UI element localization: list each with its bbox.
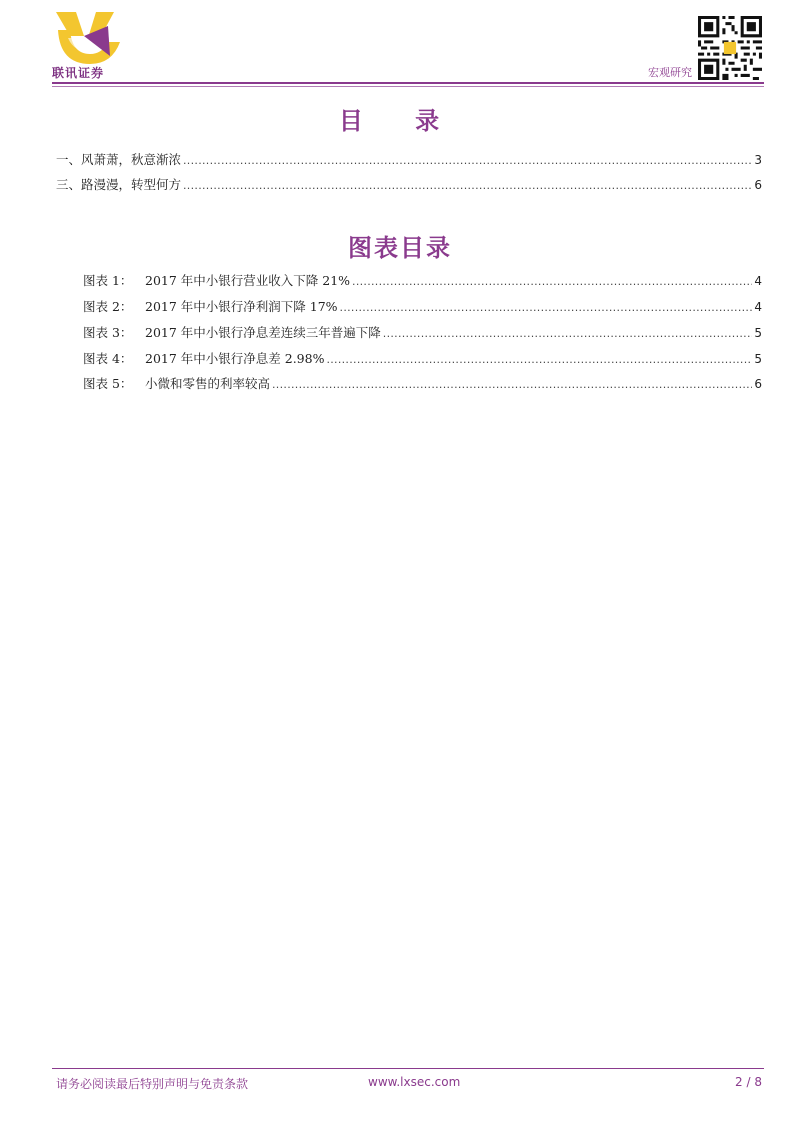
figure-entry[interactable] (83, 349, 762, 367)
toc-entry-page: 3 (754, 153, 762, 167)
figure-entry-label: 2017 年中小银行净息差连续三年普遍下降 (145, 325, 381, 340)
leader-dots (272, 378, 752, 391)
toc-entry-label: 一、风萧萧，秋意渐浓 (56, 152, 182, 167)
toc-entry-label: 三、路漫漫，转型何方 (56, 177, 182, 192)
figure-entry-page: 6 (754, 377, 762, 391)
figure-entry[interactable] (83, 374, 762, 392)
figure-entry[interactable] (83, 297, 762, 315)
figure-list-title: 图表目录 (348, 233, 452, 262)
figure-entry[interactable] (83, 323, 762, 341)
figure-entry-label: 2017 年中小银行净息差 2.98% (145, 351, 325, 366)
figure-entry[interactable] (83, 271, 762, 289)
leader-dots (326, 353, 752, 366)
toc-entry[interactable] (56, 175, 762, 193)
toc-entry-page: 6 (754, 178, 762, 192)
leader-dots (183, 179, 752, 192)
header-divider (52, 82, 764, 84)
leader-dots (352, 275, 752, 288)
figure-entry-page: 5 (754, 352, 762, 366)
figure-entry-label: 小微和零售的利率较高 (145, 376, 271, 391)
figure-entry-prefix: 图表 3： (83, 325, 133, 340)
figure-entry-label: 2017 年中小银行净利润下降 17% (145, 299, 338, 314)
footer-disclaimer: 请务必阅读最后特别声明与免责条款 (56, 1077, 249, 1091)
toc-entry[interactable] (56, 150, 762, 168)
figure-entry-page: 4 (754, 300, 762, 314)
figure-entry-prefix: 图表 1： (83, 273, 133, 288)
qr-code-icon (698, 16, 762, 80)
figure-entry-prefix: 图表 4： (83, 351, 133, 366)
figure-entry-page: 5 (754, 326, 762, 340)
figure-entry-prefix: 图表 2： (83, 299, 133, 314)
figure-entry-label: 2017 年中小银行营业收入下降 21% (145, 273, 351, 288)
footer-website-link[interactable]: www.lxsec.com (368, 1075, 461, 1089)
page-header (0, 0, 800, 90)
leader-dots (383, 327, 753, 340)
figure-entry-page: 4 (754, 274, 762, 288)
header-divider-thin (52, 86, 764, 87)
toc-title: 目 录 (338, 106, 462, 135)
page-number: 2 / 8 (735, 1075, 762, 1089)
footer-divider (52, 1068, 764, 1069)
leader-dots (340, 301, 753, 314)
report-category: 宏观研究 (648, 66, 692, 79)
figure-entry-prefix: 图表 5： (83, 376, 133, 391)
leader-dots (183, 154, 752, 167)
company-name: 联讯证券 (52, 66, 105, 80)
